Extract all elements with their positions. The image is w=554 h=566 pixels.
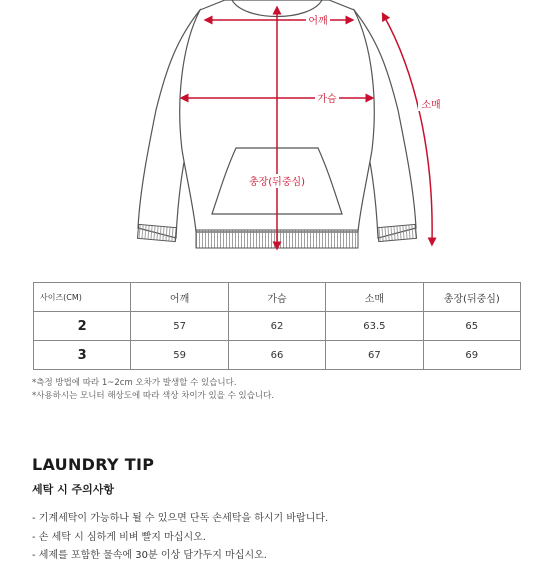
sleeve-column-header: 소매 — [326, 283, 423, 312]
table-row — [34, 341, 521, 370]
list-item: - 세제를 포함한 물속에 30분 이상 담가두지 마십시오. — [32, 550, 267, 561]
size-column-header: 사이즈(CM) — [34, 283, 131, 312]
shoulder-column-header: 어깨 — [131, 283, 228, 312]
laundry-tip-title: LAUNDRY TIP — [32, 455, 155, 474]
chest-column-header: 가슴 — [228, 283, 325, 312]
size-table — [33, 282, 521, 370]
list-item: - 손 세탁 시 심하게 비벼 빨지 마십시오. — [32, 531, 206, 543]
note-monitor-color: *사용하시는 모니터 해상도에 따라 색상 차이가 있을 수 있습니다. — [32, 391, 275, 401]
laundry-tip-list — [32, 510, 328, 566]
shoulder-cell: 57 — [131, 312, 228, 341]
chest-cell: 62 — [228, 312, 325, 341]
sleeve-label: 소매 — [421, 100, 441, 111]
length-cell: 69 — [423, 341, 520, 370]
chest-label: 가슴 — [317, 94, 337, 105]
length-column-header: 총장(뒤중심) — [423, 283, 520, 312]
shoulder-cell: 59 — [131, 341, 228, 370]
table-row — [34, 312, 521, 341]
note-measurement-error: *측정 방법에 따라 1~2cm 오차가 발생할 수 있습니다. — [32, 378, 237, 388]
sleeve-cell: 67 — [326, 341, 423, 370]
left-cuff — [137, 224, 176, 241]
chest-cell: 66 — [228, 341, 325, 370]
length-cell: 65 — [423, 312, 520, 341]
measurement-notes — [32, 377, 274, 403]
list-item: - 기계세탁이 가능하나 될 수 있으면 단독 손세탁을 하시기 바랍니다. — [32, 513, 329, 524]
hoodie-measurement-diagram — [0, 0, 554, 272]
size-cell: 2 — [34, 312, 131, 341]
laundry-tip-subtitle: 세탁 시 주의사항 — [32, 483, 115, 496]
size-cell: 3 — [34, 341, 131, 370]
shoulder-label: 어깨 — [308, 16, 328, 27]
length-label: 총장(뒤중심) — [248, 177, 306, 188]
right-cuff — [377, 224, 416, 241]
sleeve-cell: 63.5 — [326, 312, 423, 341]
size-table-header-row — [34, 283, 521, 312]
